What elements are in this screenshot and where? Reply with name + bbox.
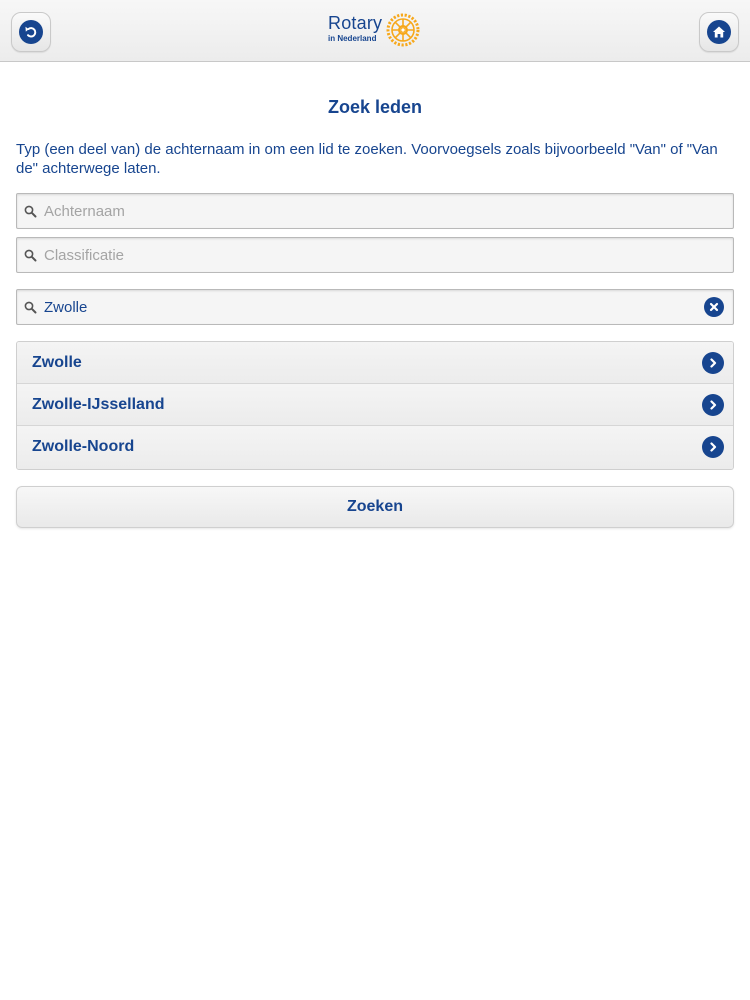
rotary-logo — [328, 13, 421, 51]
list-item-label: Zwolle-IJsselland — [32, 396, 165, 413]
search-icon — [24, 205, 37, 218]
home-icon — [707, 20, 731, 44]
logo-subtitle: in Nederland — [328, 34, 377, 43]
rotary-wheel-icon — [385, 12, 421, 48]
logo-word: Rotary — [328, 13, 383, 33]
list-item[interactable] — [17, 426, 733, 469]
back-arrow-icon — [19, 20, 43, 44]
list-item-label: Zwolle — [32, 354, 82, 371]
list-item[interactable] — [17, 384, 733, 426]
page-title: Zoek leden — [327, 97, 423, 117]
list-item-label: Zwolle-Noord — [32, 438, 135, 455]
classification-field[interactable] — [16, 237, 734, 273]
chevron-right-icon — [702, 394, 724, 416]
search-icon — [24, 249, 37, 262]
lastname-input[interactable] — [44, 194, 704, 228]
results-list — [16, 341, 734, 470]
back-button[interactable] — [11, 12, 51, 52]
lastname-field[interactable] — [16, 193, 734, 229]
top-bar — [0, 0, 750, 62]
list-item[interactable] — [17, 342, 733, 384]
chevron-right-icon — [702, 436, 724, 458]
search-button[interactable]: Zoeken — [16, 486, 734, 528]
club-search-input[interactable] — [44, 290, 704, 324]
search-icon — [24, 301, 37, 314]
intro-text: Typ (een deel van) de achternaam in om een lid te zoeken. Voorvoegsels zoals bijvoorbeeld "Van" of "Van de" achterwege laten. — [16, 141, 718, 177]
chevron-right-icon — [702, 352, 724, 374]
club-search-field[interactable] — [16, 289, 734, 325]
home-button[interactable] — [699, 12, 739, 52]
clear-icon[interactable] — [704, 297, 724, 317]
classification-input[interactable] — [44, 238, 704, 272]
